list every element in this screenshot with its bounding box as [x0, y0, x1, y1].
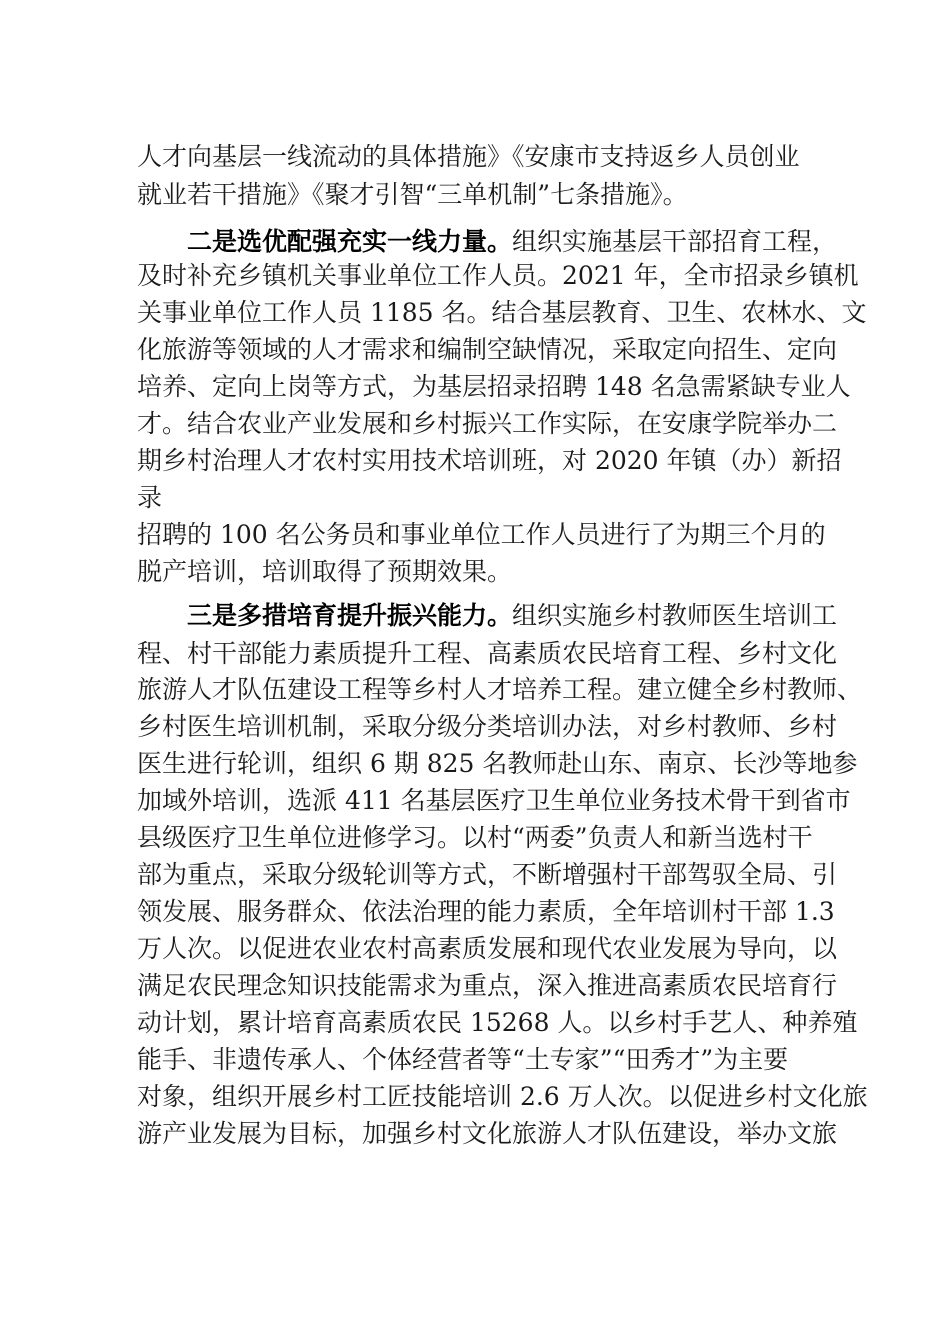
paragraph-line: 医生进行轮训，组织 6 期 825 名教师赴山东、南京、长沙等地参 — [137, 749, 858, 778]
paragraph-line: 程、村干部能力素质提升工程、高素质农民培育工程、乡村文化 — [137, 639, 838, 668]
paragraph-text: 组织实施乡村教师医生培训工 — [512, 601, 838, 630]
paragraph-line: 才。结合农业产业发展和乡村振兴工作实际，在安康学院举办二 — [137, 409, 838, 438]
paragraph-line: 对象，组织开展乡村工匠技能培训 2.6 万人次。以促进乡村文化旅 — [137, 1082, 868, 1111]
paragraph-line: 化旅游等领域的人才需求和编制空缺情况，采取定向招生、定向 — [137, 335, 838, 364]
paragraph-line: 培养、定向上岗等方式，为基层招录招聘 148 名急需紧缺专业人 — [137, 372, 851, 401]
paragraph-text: 组织实施基层干部招育工程， — [512, 227, 838, 256]
paragraph-line: 及时补充乡镇机关事业单位工作人员。2021 年，全市招录乡镇机 — [137, 261, 859, 290]
paragraph-line: 领发展、服务群众、依法治理的能力素质，全年培训村干部 1.3 — [137, 897, 835, 926]
paragraph-line: 关事业单位工作人员 1185 名。结合基层教育、卫生、农林水、文 — [137, 298, 867, 327]
paragraph-line: 万人次。以促进农业农村高素质发展和现代农业发展为导向，以 — [137, 934, 838, 963]
paragraph-line — [187, 225, 837, 259]
paragraph-line: 游产业发展为目标，加强乡村文化旅游人才队伍建设，举办文旅 — [137, 1119, 838, 1148]
paragraph-line: 脱产培训，培训取得了预期效果。 — [137, 557, 513, 586]
paragraph-line: 乡村医生培训机制，采取分级分类培训办法，对乡村教师、乡村 — [137, 712, 838, 741]
paragraph-line: 招聘的 100 名公务员和事业单位工作人员进行了为期三个月的 — [137, 520, 826, 549]
paragraph-line: 期乡村治理人才农村实用技术培训班，对 2020 年镇（办）新招 — [137, 446, 842, 475]
paragraph-line: 就业若干措施》《聚才引智“三单机制”七条措施》。 — [137, 180, 688, 209]
paragraph-line: 能手、非遗传承人、个体经营者等“土专家”“田秀才”为主要 — [137, 1045, 789, 1074]
section-heading: 二是选优配强充实一线力量。 — [187, 227, 513, 256]
paragraph-line: 部为重点，采取分级轮训等方式，不断增强村干部驾驭全局、引 — [137, 860, 838, 889]
paragraph-line — [187, 599, 837, 633]
paragraph-line: 满足农民理念知识技能需求为重点，深入推进高素质农民培育行 — [137, 971, 838, 1000]
section-heading: 三是多措培育提升振兴能力。 — [187, 601, 513, 630]
paragraph-line: 旅游人才队伍建设工程等乡村人才培养工程。建立健全乡村教师、 — [137, 675, 863, 704]
paragraph-line: 加域外培训，选派 411 名基层医疗卫生单位业务技术骨干到省市 — [137, 786, 851, 815]
paragraph-line: 录 — [137, 483, 163, 512]
paragraph-line: 县级医疗卫生单位进修学习。以村“两委”负责人和新当选村干 — [137, 823, 813, 852]
paragraph-line: 人才向基层一线流动的具体措施》《安康市支持返乡人员创业 — [137, 142, 800, 171]
paragraph-line: 动计划，累计培育高素质农民 15268 人。以乡村手艺人、种养殖 — [137, 1008, 858, 1037]
